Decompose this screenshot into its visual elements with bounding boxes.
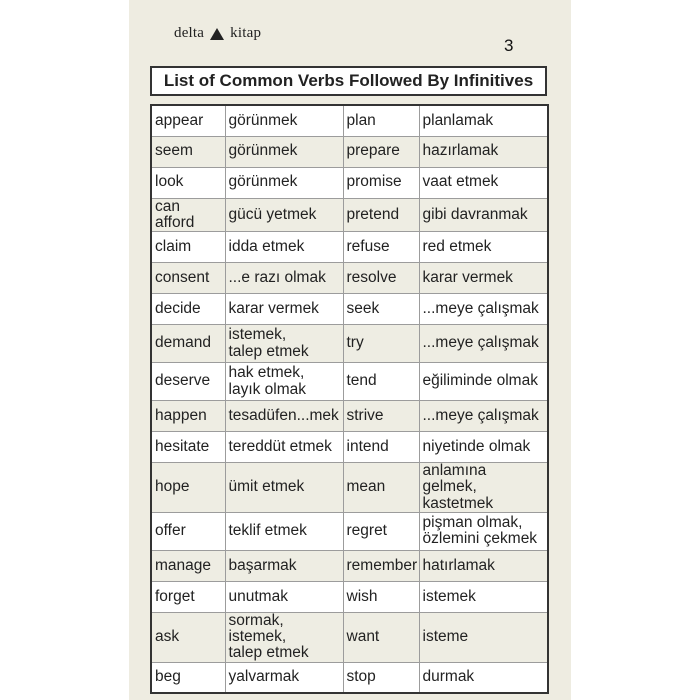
verb-english-cell: intend (343, 432, 419, 463)
verb-english-cell: ask (151, 612, 225, 662)
verb-turkish-cell: karar vermek (419, 263, 548, 294)
verb-turkish-cell: red etmek (419, 232, 548, 263)
verb-english-cell: beg (151, 662, 225, 693)
verb-english-cell: happen (151, 401, 225, 432)
verb-turkish-cell: hak etmek, layık olmak (225, 363, 343, 401)
verb-turkish-cell: ...meye çalışmak (419, 294, 548, 325)
table-row (151, 550, 548, 581)
verb-turkish-cell: istemek (419, 581, 548, 612)
verb-english-cell: look (151, 167, 225, 198)
verb-turkish-cell: görünmek (225, 167, 343, 198)
verb-english-cell: tend (343, 363, 419, 401)
table-row (151, 105, 548, 136)
verb-english-cell: want (343, 612, 419, 662)
verb-turkish-cell: anlamına gelmek, kastetmek (419, 463, 548, 513)
table-row (151, 363, 548, 401)
verb-turkish-cell: yalvarmak (225, 662, 343, 693)
table-row (151, 662, 548, 693)
verbs-table (150, 104, 549, 694)
table-title: List of Common Verbs Followed By Infinitives (150, 66, 547, 96)
verb-english-cell: prepare (343, 136, 419, 167)
verb-turkish-cell: ...meye çalışmak (419, 325, 548, 363)
verb-turkish-cell: istemek, talep etmek (225, 325, 343, 363)
table-row (151, 432, 548, 463)
verb-english-cell: can afford (151, 198, 225, 232)
table-row (151, 512, 548, 550)
triangle-logo-icon (210, 28, 224, 40)
page-number: 3 (504, 36, 514, 55)
verb-english-cell: claim (151, 232, 225, 263)
verb-turkish-cell: ümit etmek (225, 463, 343, 513)
verb-turkish-cell: karar vermek (225, 294, 343, 325)
verb-english-cell: decide (151, 294, 225, 325)
table-row (151, 167, 548, 198)
verb-turkish-cell: tesadüfen...mek (225, 401, 343, 432)
verb-english-cell: promise (343, 167, 419, 198)
verb-turkish-cell: ...meye çalışmak (419, 401, 548, 432)
verb-english-cell: mean (343, 463, 419, 513)
verb-turkish-cell: durmak (419, 662, 548, 693)
verb-turkish-cell: hatırlamak (419, 550, 548, 581)
table-row (151, 198, 548, 232)
verb-english-cell: hope (151, 463, 225, 513)
verb-turkish-cell: görünmek (225, 105, 343, 136)
verb-english-cell: remember (343, 550, 419, 581)
verb-turkish-cell: hazırlamak (419, 136, 548, 167)
verb-english-cell: resolve (343, 263, 419, 294)
verb-english-cell: pretend (343, 198, 419, 232)
table-row (151, 263, 548, 294)
verb-english-cell: stop (343, 662, 419, 693)
verb-turkish-cell: pişman olmak, özlemini çekmek (419, 512, 548, 550)
verb-english-cell: hesitate (151, 432, 225, 463)
verb-english-cell: seem (151, 136, 225, 167)
verb-turkish-cell: teklif etmek (225, 512, 343, 550)
verb-english-cell: try (343, 325, 419, 363)
verb-turkish-cell: isteme (419, 612, 548, 662)
table-row (151, 232, 548, 263)
verb-english-cell: consent (151, 263, 225, 294)
verb-english-cell: forget (151, 581, 225, 612)
verb-turkish-cell: ...e razı olmak (225, 263, 343, 294)
verb-turkish-cell: gücü yetmek (225, 198, 343, 232)
table-row (151, 581, 548, 612)
verb-english-cell: strive (343, 401, 419, 432)
verb-turkish-cell: tereddüt etmek (225, 432, 343, 463)
table-row (151, 612, 548, 662)
verb-english-cell: manage (151, 550, 225, 581)
verb-english-cell: regret (343, 512, 419, 550)
verb-turkish-cell: eğiliminde olmak (419, 363, 548, 401)
verb-english-cell: wish (343, 581, 419, 612)
table-row (151, 294, 548, 325)
verb-turkish-cell: sormak, istemek, talep etmek (225, 612, 343, 662)
verb-english-cell: deserve (151, 363, 225, 401)
verb-turkish-cell: unutmak (225, 581, 343, 612)
verb-english-cell: demand (151, 325, 225, 363)
table-row (151, 463, 548, 513)
verb-turkish-cell: başarmak (225, 550, 343, 581)
verb-turkish-cell: gibi davranmak (419, 198, 548, 232)
verb-english-cell: plan (343, 105, 419, 136)
publisher-logo (174, 25, 261, 42)
verb-english-cell: seek (343, 294, 419, 325)
verb-turkish-cell: idda etmek (225, 232, 343, 263)
verb-english-cell: offer (151, 512, 225, 550)
table-row (151, 325, 548, 363)
verb-english-cell: appear (151, 105, 225, 136)
table-row (151, 136, 548, 167)
verb-turkish-cell: görünmek (225, 136, 343, 167)
table-row (151, 401, 548, 432)
verb-turkish-cell: vaat etmek (419, 167, 548, 198)
publisher-name-right: kitap (230, 25, 262, 41)
verb-turkish-cell: niyetinde olmak (419, 432, 548, 463)
verb-english-cell: refuse (343, 232, 419, 263)
publisher-name-left: delta (174, 25, 205, 41)
verb-turkish-cell: planlamak (419, 105, 548, 136)
